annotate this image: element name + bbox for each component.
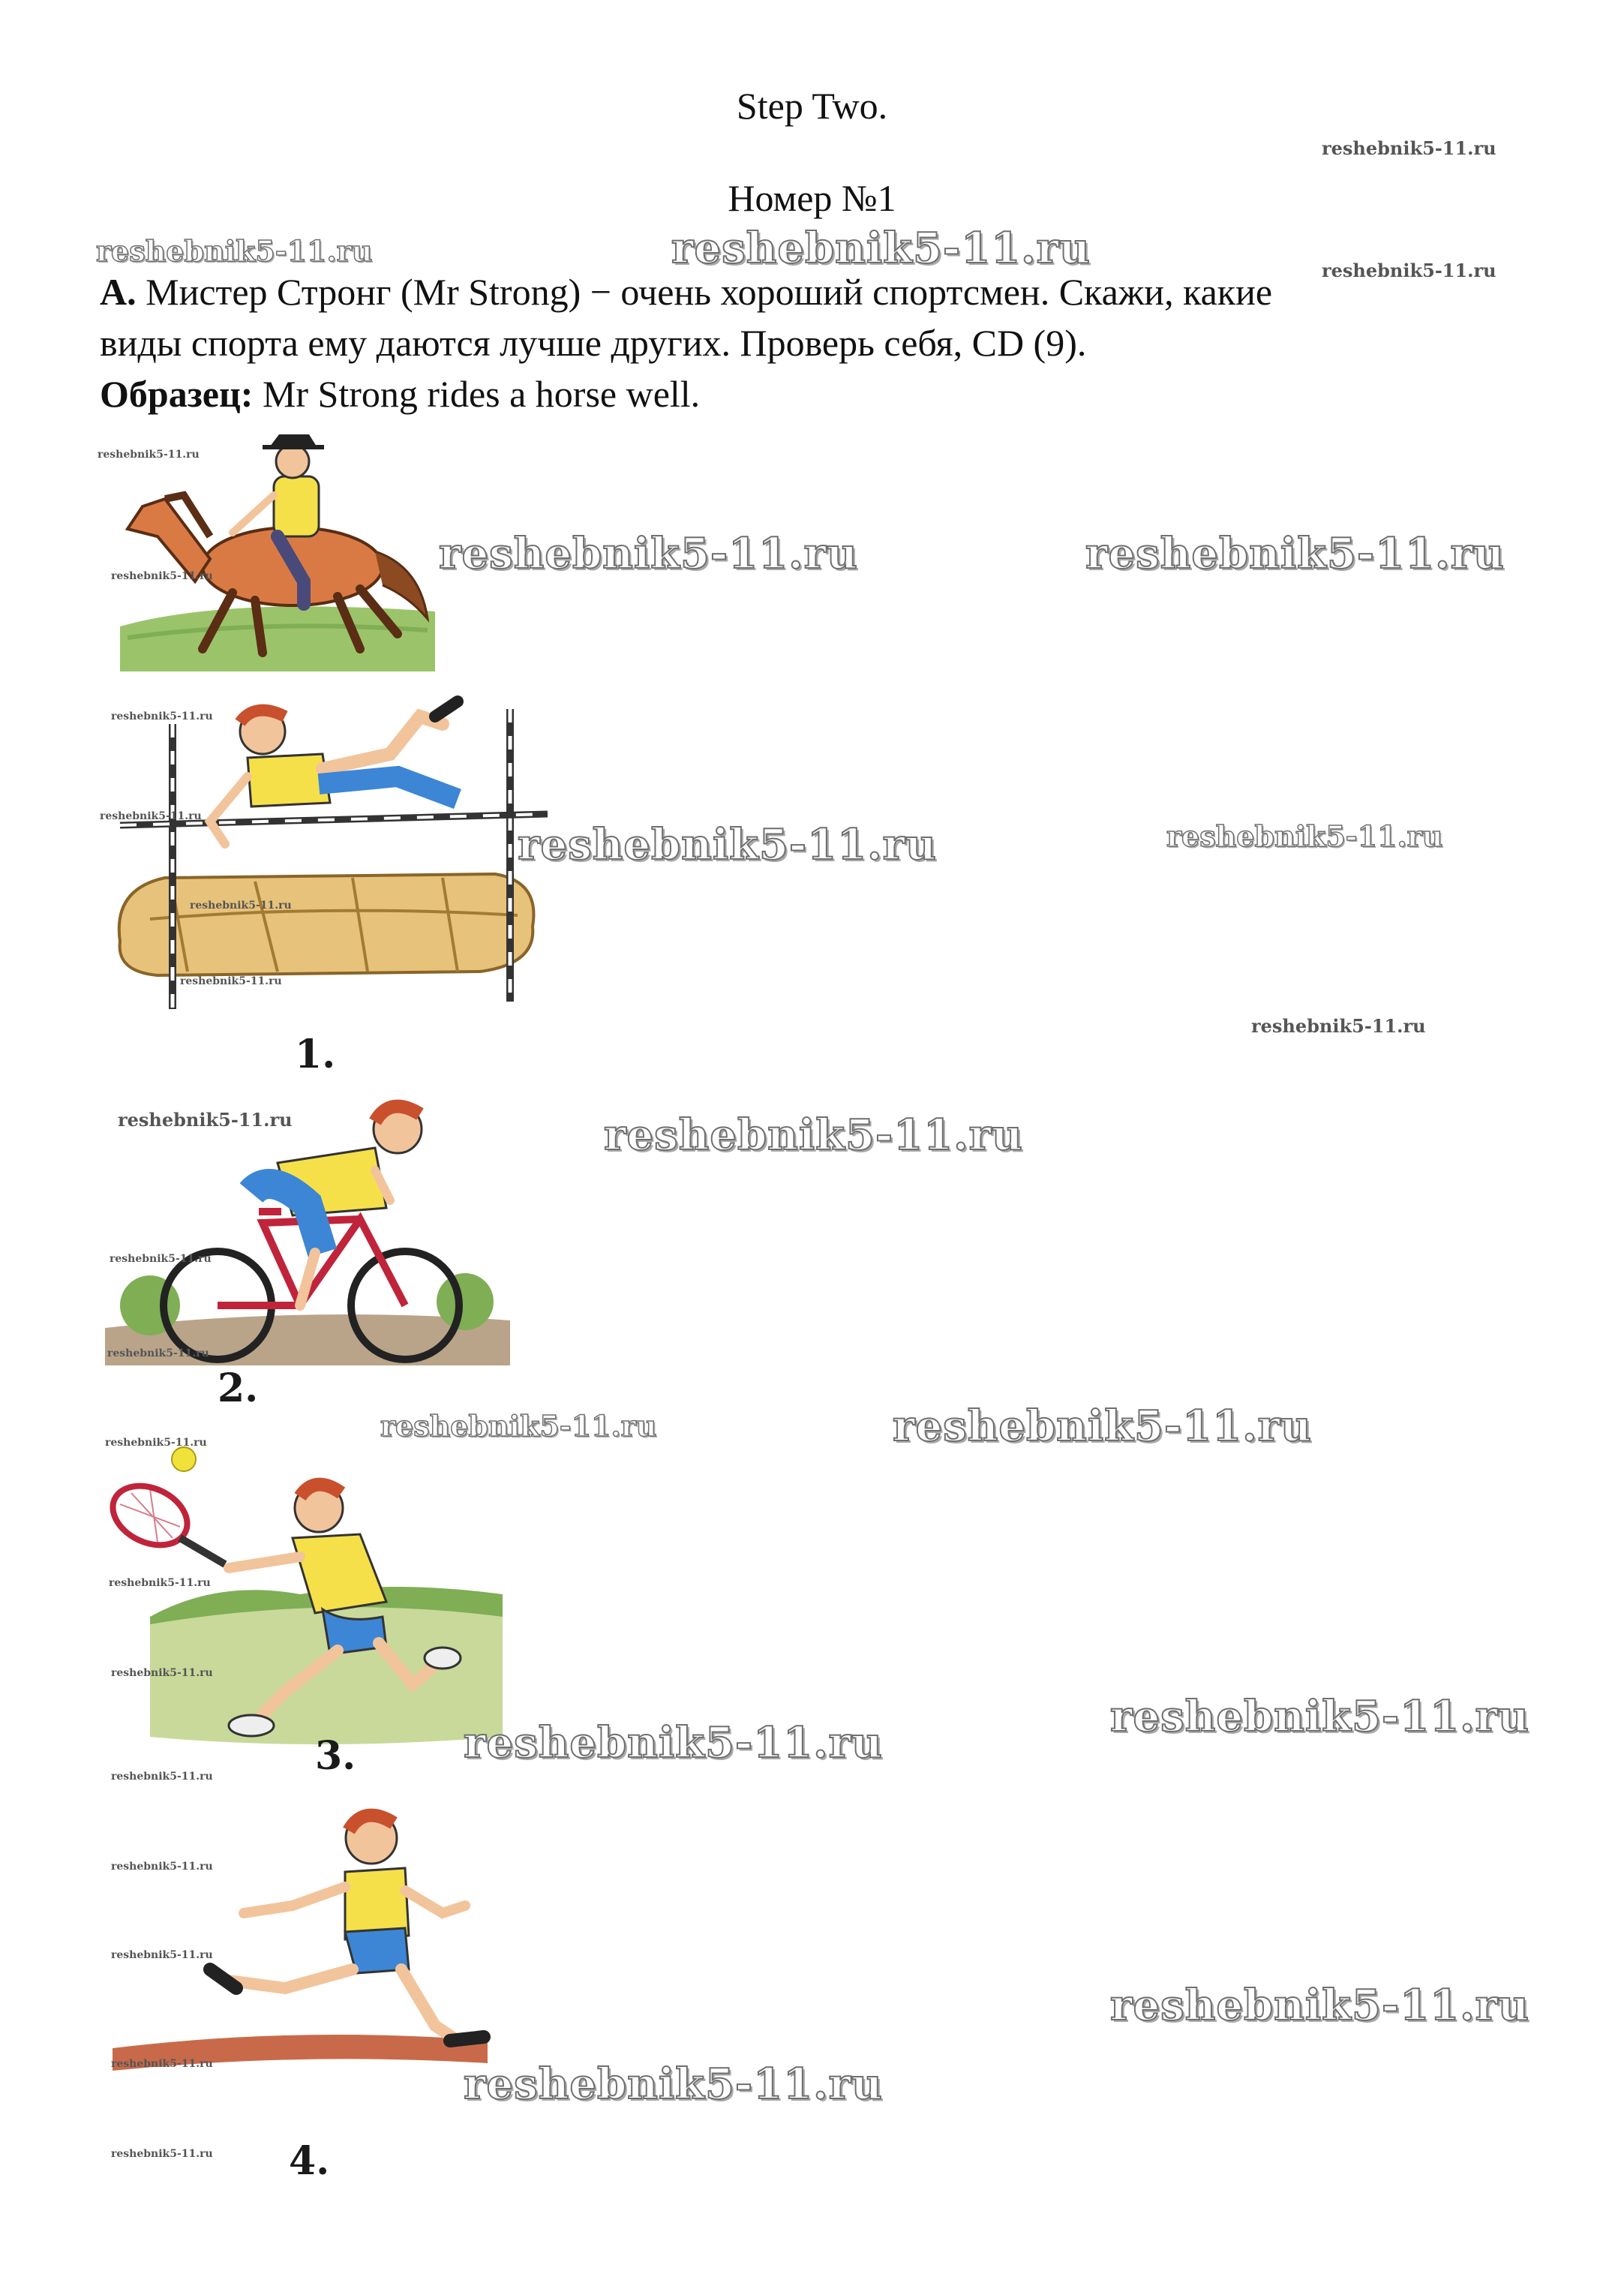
watermark: reshebnik5-11.ru [604, 1110, 1023, 1160]
picture-number-4: 4. [289, 2138, 330, 2184]
watermark: reshebnik5-11.ru [110, 1253, 212, 1265]
watermark: reshebnik5-11.ru [464, 1718, 883, 1768]
picture-number-2: 2. [218, 1365, 259, 1411]
watermark: reshebnik5-11.ru [380, 1409, 657, 1443]
sample-text: Mr Strong rides a horse well. [262, 373, 701, 415]
picture-number-1: 1. [295, 1032, 336, 1077]
watermark: reshebnik5-11.ru [180, 975, 282, 987]
picture-number-3: 3. [315, 1733, 356, 1779]
high-jump-icon [105, 694, 555, 1024]
task-label: A. [100, 271, 137, 313]
watermark: reshebnik5-11.ru [111, 2058, 213, 2070]
watermark: reshebnik5-11.ru [1085, 529, 1505, 578]
watermark: reshebnik5-11.ru [1110, 1692, 1529, 1741]
watermark: reshebnik5-11.ru [111, 710, 213, 722]
task-text-1: Мистер Стронг (Mr Strong) − очень хороший спортсмен. Скажи, какие [146, 271, 1273, 313]
tennis-player-icon [105, 1444, 510, 1752]
watermark: reshebnik5-11.ru [671, 224, 1091, 273]
watermark: reshebnik5-11.ru [105, 1437, 207, 1449]
horse-rider-icon [113, 424, 443, 671]
watermark: reshebnik5-11.ru [111, 570, 213, 582]
task-line-2: виды спорта ему даются лучше других. Проверь себя, CD (9). [100, 322, 1087, 364]
watermark: reshebnik5-11.ru [111, 2148, 213, 2160]
watermark: reshebnik5-11.ru [893, 1401, 1312, 1451]
watermark: reshebnik5-11.ru [1322, 260, 1496, 281]
watermark: reshebnik5-11.ru [111, 1667, 213, 1679]
watermark: reshebnik5-11.ru [518, 820, 937, 870]
watermark: reshebnik5-11.ru [107, 1347, 209, 1359]
sample-line [100, 368, 1540, 419]
watermark: reshebnik5-11.ru [98, 449, 200, 461]
watermark: reshebnik5-11.ru [1110, 1981, 1529, 2030]
watermark: reshebnik5-11.ru [111, 1949, 213, 1961]
watermark: reshebnik5-11.ru [96, 234, 373, 268]
watermark: reshebnik5-11.ru [464, 2059, 883, 2109]
watermark: reshebnik5-11.ru [190, 900, 292, 912]
watermark: reshebnik5-11.ru [111, 1771, 213, 1783]
watermark: reshebnik5-11.ru [1322, 137, 1496, 159]
sample-label: Образец: [100, 373, 254, 415]
watermark: reshebnik5-11.ru [100, 810, 202, 822]
watermark: reshebnik5-11.ru [118, 1109, 293, 1131]
watermark: reshebnik5-11.ru [1166, 819, 1443, 853]
watermark: reshebnik5-11.ru [439, 529, 858, 578]
step-heading: Step Two. [736, 85, 888, 127]
watermark: reshebnik5-11.ru [111, 1861, 213, 1873]
runner-icon [105, 1801, 495, 2093]
exercise-number: Номер №1 [728, 177, 896, 219]
watermark: reshebnik5-11.ru [109, 1577, 211, 1589]
watermark: reshebnik5-11.ru [1251, 1015, 1426, 1037]
